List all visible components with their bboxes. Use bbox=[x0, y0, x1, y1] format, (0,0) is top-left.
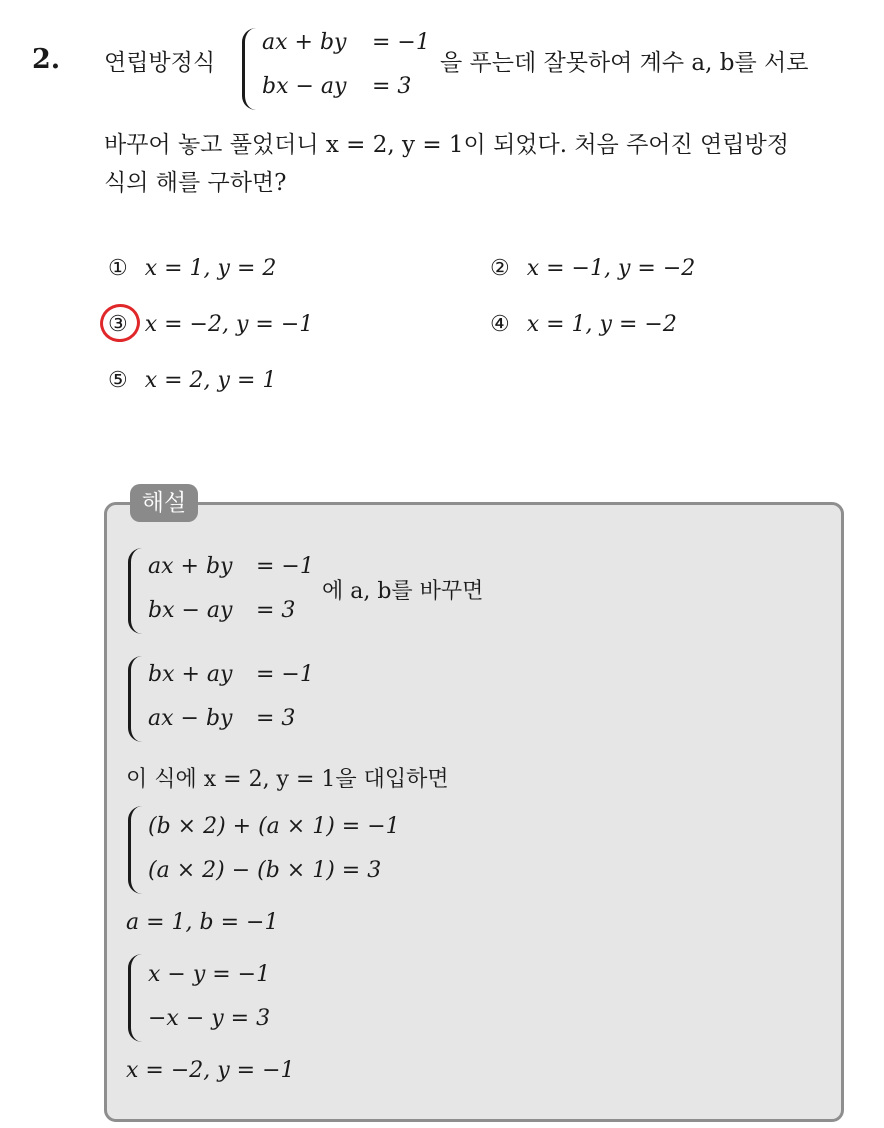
eq-lhs: bx − ay bbox=[148, 598, 233, 623]
eq-row-1 bbox=[148, 554, 314, 579]
choice-4[interactable] bbox=[490, 312, 677, 337]
eq-rhs: = −1 bbox=[372, 30, 430, 55]
eq-row-1: (b × 2) + (a × 1) = −1 bbox=[148, 814, 400, 839]
eq-row-1 bbox=[262, 30, 430, 55]
solution-tag: 해설 bbox=[130, 484, 198, 522]
choice-number: ② bbox=[490, 256, 510, 281]
choice-5[interactable] bbox=[108, 368, 276, 393]
eq-lhs: bx + ay bbox=[148, 662, 233, 687]
choice-text: x = −1, y = −2 bbox=[526, 256, 696, 281]
eq-rhs: = −1 bbox=[256, 554, 314, 579]
solution-system-2 bbox=[128, 656, 328, 742]
eq-row-1 bbox=[148, 662, 314, 687]
choice-number: ④ bbox=[490, 312, 510, 337]
eq-row-2 bbox=[148, 706, 296, 731]
brace bbox=[128, 954, 142, 1042]
question-system bbox=[242, 28, 442, 110]
eq-rhs: = 3 bbox=[256, 598, 296, 623]
eq-row-2: −x − y = 3 bbox=[148, 1006, 271, 1031]
brace bbox=[128, 806, 142, 894]
selected-answer-circle bbox=[96, 300, 143, 345]
question-prefix: 연립방정식 bbox=[104, 50, 216, 76]
choice-2[interactable] bbox=[490, 256, 695, 281]
eq-row-2 bbox=[262, 74, 412, 99]
solution-answer: x = −2, y = −1 bbox=[126, 1058, 295, 1083]
choice-number: ⑤ bbox=[108, 368, 128, 393]
eq-rhs: = 3 bbox=[372, 74, 412, 99]
question-line2: 바꾸어 놓고 풀었더니 x = 2, y = 1이 되었다. 처음 주어진 연립방정 bbox=[104, 132, 789, 158]
solution-note-swap: 에 a, b를 바꾸면 bbox=[322, 579, 484, 604]
eq-row-2 bbox=[148, 598, 296, 623]
eq-lhs: ax + by bbox=[262, 30, 347, 55]
solution-system-4 bbox=[128, 954, 328, 1042]
choice-text: x = −2, y = −1 bbox=[144, 312, 314, 337]
eq-lhs: ax − by bbox=[148, 706, 233, 731]
brace bbox=[128, 548, 142, 634]
solution-ab-values: a = 1, b = −1 bbox=[126, 910, 279, 935]
brace bbox=[242, 28, 256, 110]
choice-number: ③ bbox=[108, 312, 128, 337]
question-number: 2. bbox=[32, 44, 61, 75]
eq-row-2: (a × 2) − (b × 1) = 3 bbox=[148, 858, 382, 883]
choice-text: x = 1, y = −2 bbox=[526, 312, 677, 337]
eq-lhs: ax + by bbox=[148, 554, 233, 579]
eq-rhs: = −1 bbox=[256, 662, 314, 687]
choice-number: ① bbox=[108, 256, 128, 281]
brace bbox=[128, 656, 142, 742]
eq-row-1: x − y = −1 bbox=[148, 962, 271, 987]
eq-rhs: = 3 bbox=[256, 706, 296, 731]
solution-system-3 bbox=[128, 806, 408, 894]
choice-1[interactable] bbox=[108, 256, 276, 281]
choice-text: x = 2, y = 1 bbox=[144, 368, 277, 393]
question-line3: 식의 해를 구하면? bbox=[104, 170, 287, 196]
question-line1-rest: 을 푸는데 잘못하여 계수 a, b를 서로 bbox=[440, 50, 809, 76]
eq-lhs: bx − ay bbox=[262, 74, 347, 99]
choice-text: x = 1, y = 2 bbox=[144, 256, 277, 281]
solution-substitute-line: 이 식에 x = 2, y = 1을 대입하면 bbox=[126, 767, 449, 792]
solution-system-1 bbox=[128, 548, 328, 634]
